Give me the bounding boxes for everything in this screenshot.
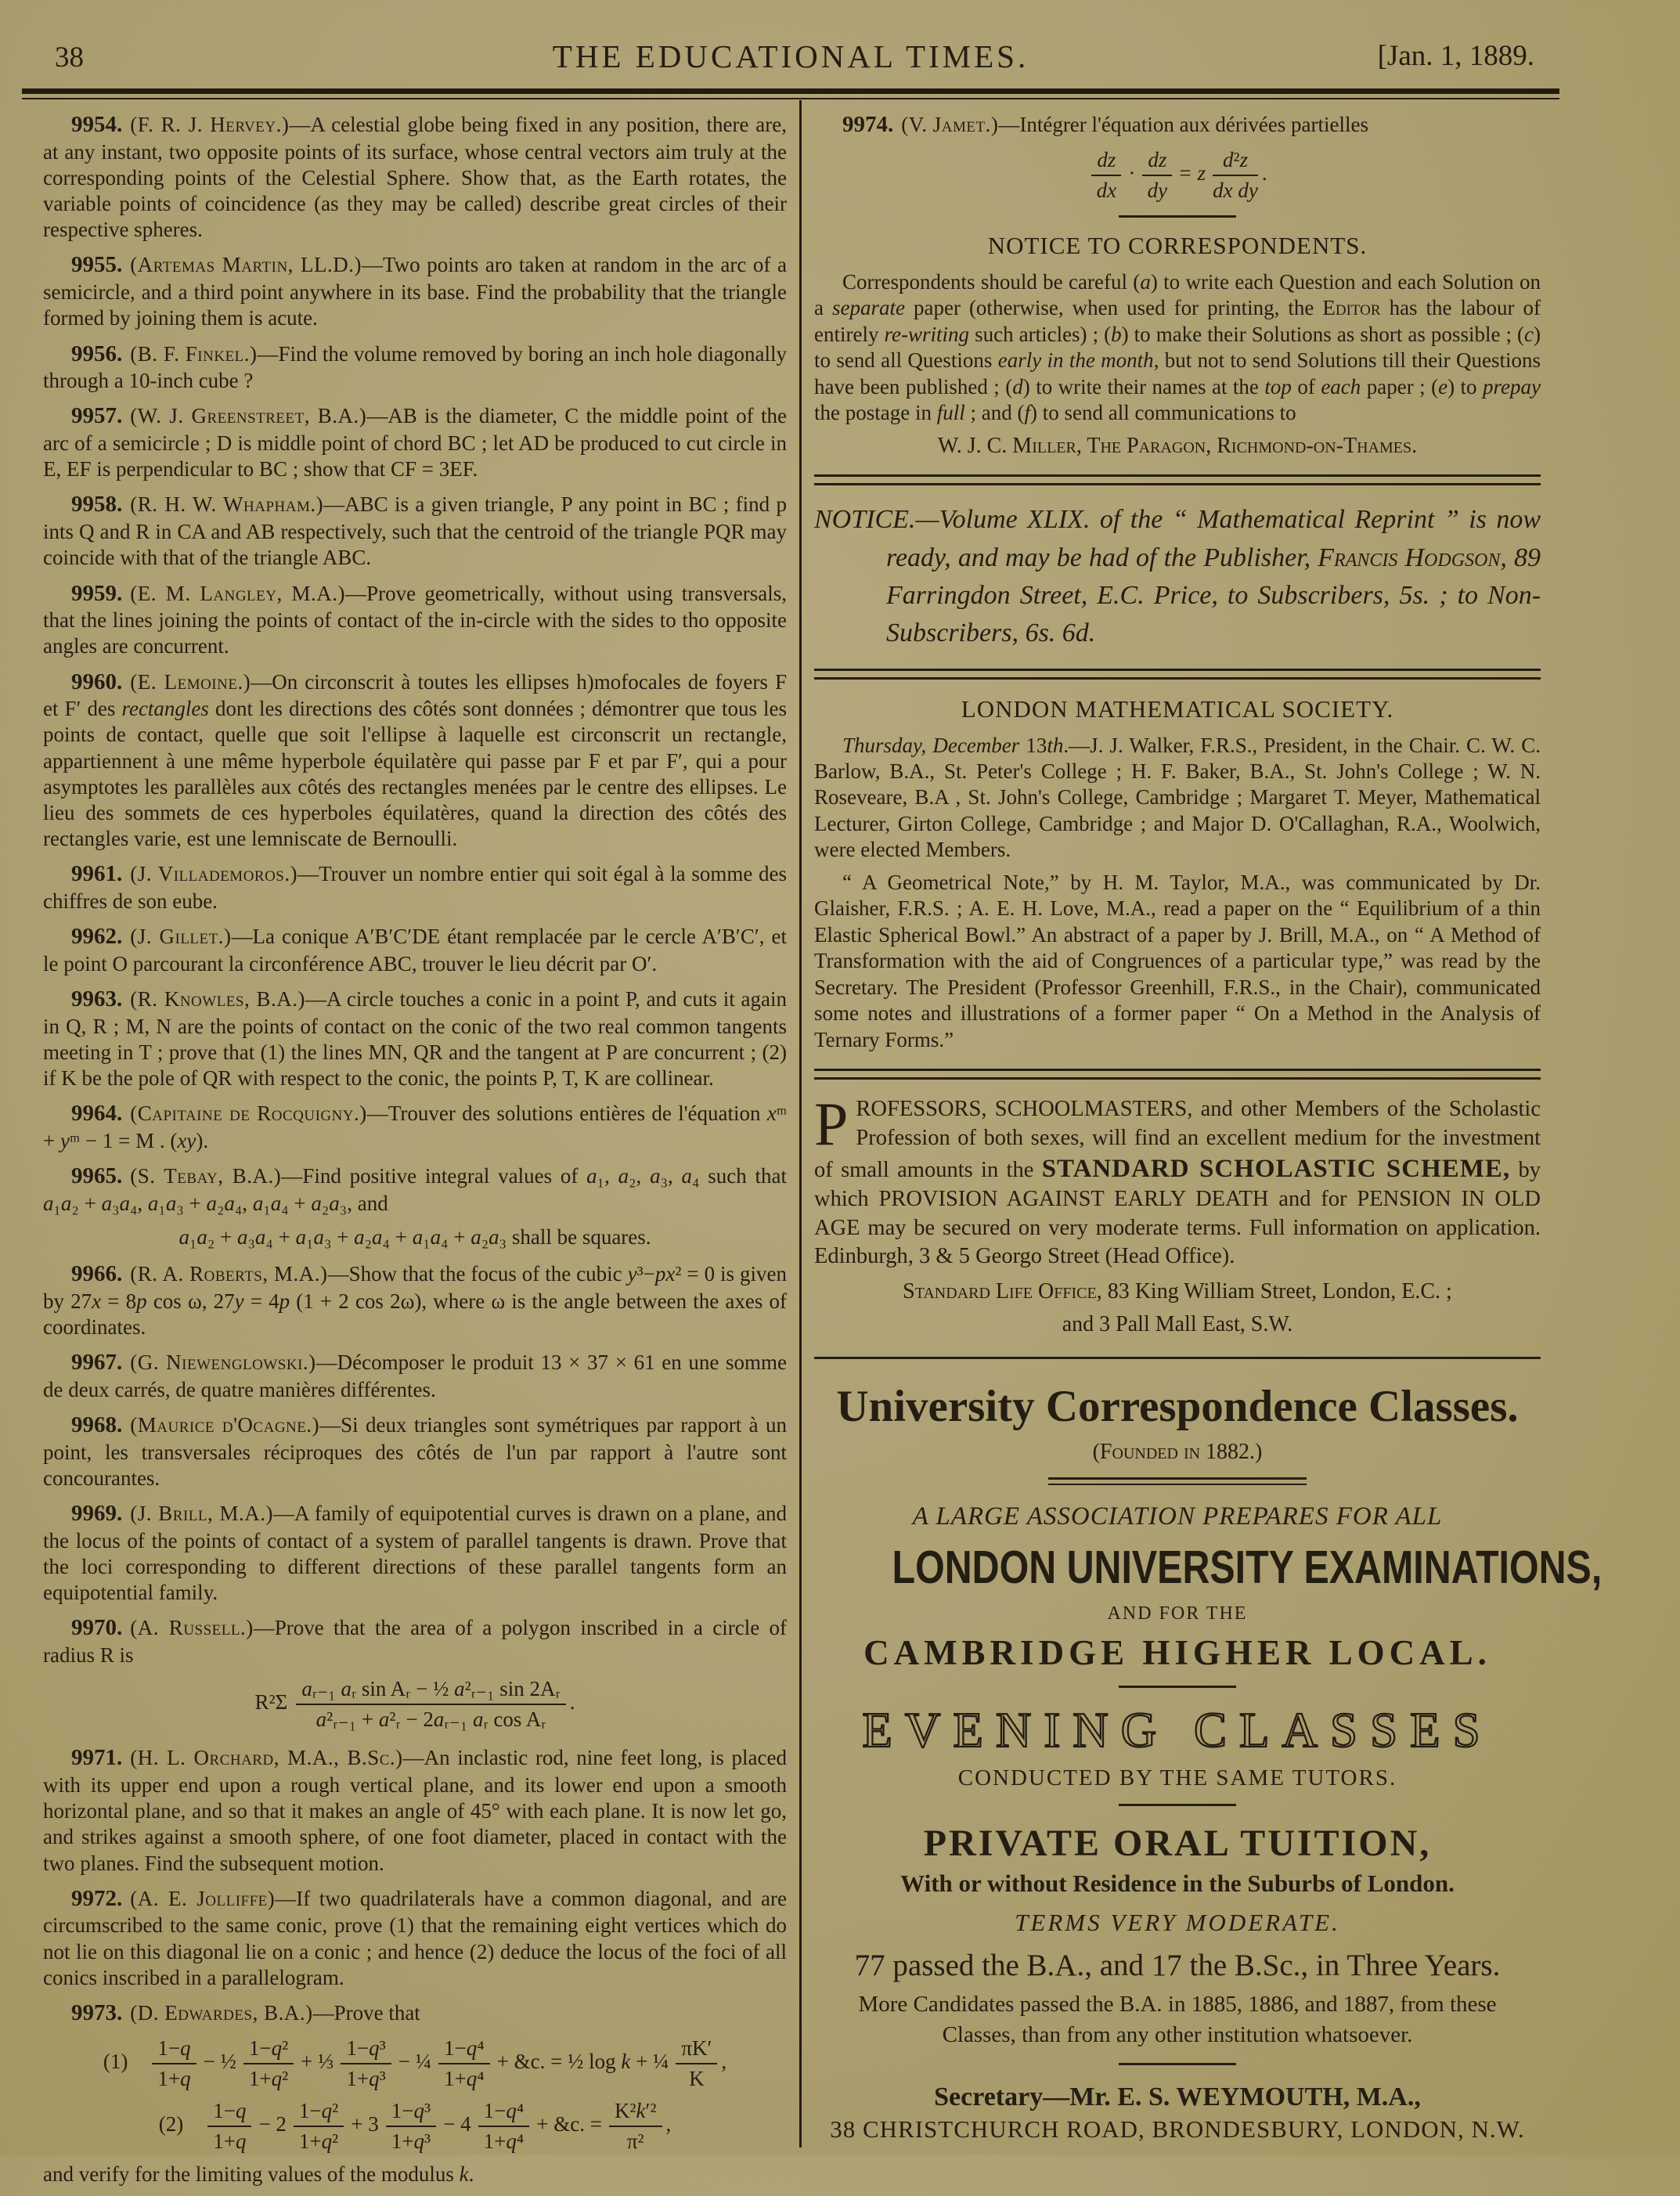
volume-notice: NOTICE.—Volume XLIX. of the “ Mathematical Reprint ” is now ready, and may be had of the Publisher, Francis Hodgson, 89 Farringdon Street, E.C. Price, to Subscribers, 5s. ; to Non-Subscribers, 6s. 6d. <box>814 505 1541 648</box>
lms-paragraph-2: “ A Geometrical Note,” by H. M. Taylor, M.A., was communicated by Dr. Glaisher, F.R.S. ; A. E. H. Love, M.A., read a paper on the “ Equilibrium of a thin Elastic Spherical Bowl.” An abstract of a paper by J. Brill, M.A., on “ A Method of Transformation with the aid of Congruences of a particular type,” was read by the Secretary. The President (Professor Greenhill, F.R.S., in the Chair), communicated some notes and illustrations of a former paper “ On a Method in the Analysis of Ternary Forms.” <box>814 870 1541 1051</box>
problem-body: —Prove that <box>312 2001 420 2025</box>
fraction: $\frac{\text{K²k′²}}{\text{π²}}$ <box>605 2099 666 2154</box>
problem-9970: 9970. (A. Russell.)—Prove that the area of a polygon inscribed in a circle of radius R is <box>43 1615 787 1668</box>
standard-scheme-ad <box>814 1090 1541 1271</box>
section-rule <box>814 1069 1541 1080</box>
fraction: $\frac{dz}{dy}$ <box>1138 148 1176 203</box>
section-rule <box>1048 1477 1307 1485</box>
section-rule <box>814 474 1541 485</box>
problem-9958: 9958. (R. H. W. Whapham.)—ABC is a given triangle, P any point in BC ; find p ints Q and R in CA and AB respectively, such that the centroid of the triangle PQR may coincide with that of the triangle ABC. <box>43 492 787 570</box>
fraction: $\frac{\text{1−q²}}{\text{1+q²}}$ <box>240 2036 297 2091</box>
problem-9965: 9965. (S. Tebay, B.A.)—Find positive integral values of a₁, a₂, a₃, a₄ such that a₁a₂ + a₃a₄, a₁a₃ + a₂a₄, a₁a₄ + a₂a₃, and <box>43 1163 787 1215</box>
ucc-association-line: A LARGE ASSOCIATION PREPARES FOR ALL <box>912 1502 1443 1531</box>
fraction: $\frac{1-q}{1+q}$ <box>204 2099 255 2154</box>
problem-9960: 9960. (E. Lemoine.)—On circonscrit à toutes les ellipses h)mofocales de foyers F et F′ des rectangles dont les directions des côtés sont données ; démontrer que tous les points de contact, quelle que soit l'ellipse à laquelle est circonscrit un rectangle, appartiennent à une même hyperbole équilatère qui passe par F et par F′, qui a pour asymptotes les parallèles aux côtés des rectangles menées par le centre des ellipses. Le lieu des sommets de ces hyperboles équilatères, quand la direction des côtés des rectangles varie, est une lemniscate de Bernoulli. <box>43 669 787 851</box>
problem-body: —Find the volume removed by boring an inch hole diagonally through a 10-inch cube ? <box>43 341 787 393</box>
problem-body: —AB is the diameter, C the middle point of the arc of a semicircle ; D is middle point of chord BC ; let AD be produced to cut circle in E, EF is perpendicular to BC ; show that CF = 3EF. <box>43 404 787 481</box>
problem-body: —Trouver un nombre entier qui soit égal à la somme des chiffres de son eube. <box>43 862 787 914</box>
problem-body: —Prove that the area of a polygon inscribed in a circle of radius R is <box>43 1616 787 1668</box>
problem-body: —Two points aro taken at random in the arc of a semicircle, and a third point anywhere in its base. Find the probability that the triangle formed by joining them is acute. <box>43 253 787 330</box>
section-rule <box>1119 1804 1236 1806</box>
header-rule <box>22 88 1559 99</box>
problem-body: —Intégrer l'équation aux dérivées partielles <box>998 113 1369 136</box>
left-column <box>43 111 787 2196</box>
section-rule <box>1119 1686 1236 1688</box>
problem-body: —A celestial globe being fixed in any position, there are, at any instant, two opposite points of its surface, whose central vectors aim truly at the corresponding points of the Celestial Sphere. Show that, as the Earth rotates, the variable points of coincidence (as they may be called) describe great circles of their respective spheres. <box>43 113 787 242</box>
problem-9962: 9962. (J. Gillet.)—La conique A′B′C′DE étant remplacée par le cercle A′B′C′, et le point O parcourant la circonférence ABC, trouver le lieu décrit par O′. <box>43 924 787 975</box>
problem-9969: 9969. (J. Brill, M.A.)—A family of equipotential curves is drawn on a plane, and the locus of the points of contact of a system of parallel tangents is drawn. Prove that the loci corresponding to different directions of these parallel tangents form an equipotential family. <box>43 1501 787 1605</box>
fraction: $\frac{\text{d²z}}{\text{dx dy}}$ <box>1213 147 1258 202</box>
fraction: $\frac{\text{1−q³}}{\text{1+q³}}$ <box>337 2036 395 2091</box>
problem-body: —On circonscrit à toutes les ellipses h)mofocales de foyers F et F′ des rectangles dont les directions des côtés sont données ; démontrer que tous les points de contact, quelle que soit l'ellipse à laquelle est circonscrit un rectangle, appartiennent à une même hyperbole équilatère qui passe par F et par F′, qui a pour asymptotes les parallèles aux côtés des rectangles menées par le centre des ellipses. Le lieu des sommets de ces hyperboles équilatères, quand la direction des côtés des rectangles varie, est une lemniscate de Bernoulli. <box>43 669 787 851</box>
standard-life-office-line2: and 3 Pall Mall East, S.W. <box>1062 1312 1293 1337</box>
correspondents-heading: NOTICE TO CORRESPONDENTS. <box>987 231 1368 259</box>
problem-body: —A circle touches a conic in a point P, and cuts it again in Q, R ; M, N are the points of contact on the conic of the two real common tangents meeting in T ; prove that (1) the lines MN, QR and the tangent at P are concurrent ; (2) if K be the pole of QR with respect to the conic, the points P, T, K are collinear. <box>43 987 787 1091</box>
standard-life-office-line1: Standard Life Office, 83 King William Street, London, E.C. ; <box>903 1278 1452 1304</box>
page-number: 38 <box>55 41 84 74</box>
problem-9967: 9967. (G. Niewenglowski.)—Décomposer le produit 13 × 37 × 61 en une somme de deux carrés, de quatre manières différentes. <box>43 1350 787 1401</box>
lms-paragraph-1: Thursday, December 13th.—J. J. Walker, F.R.S., President, in the Chair. C. W. C. Barlow, B.A., St. Peter's College ; H. F. Baker, B.A., St. John's College ; W. N. Roseveare, B.A , St. John's College, Cambridge ; Margaret T. Meyer, Mathematical Lecturer, Girton College, Cambridge ; and Major D. O'Callaghan, R.A., Woolwich, were elected Members. <box>814 733 1541 862</box>
section-rule <box>814 1357 1541 1359</box>
problem-9973-tail: and verify for the limiting values of the modulus k. <box>43 2162 474 2186</box>
problem-9973: 9973. (D. Edwardes, B.A.)—Prove that <box>71 2000 420 2025</box>
problem-9968: 9968. (Maurice d'Ocagne.)—Si deux triangles sont symétriques par rapport à un point, les transversales réciproques des côtés de l'un par rapport à l'autre sont concourantes. <box>43 1412 787 1490</box>
problem-body: —La conique A′B′C′DE étant remplacée par le cercle A′B′C′, et le point O parcourant la circonférence ABC, trouver le lieu décrit par O′. <box>43 925 787 975</box>
problem-body: —An inclastic rod, nine feet long, is placed with its upper end upon a rough vertical plane, and its lower end upon a smooth horizontal plane, and so that it makes an angle of 45° with each plane. It is now let go, and strikes against a smooth sphere, of one foot diameter, placed in contact with the two planes. Find the subsequent motion. <box>43 1746 788 1875</box>
problem-body: —If two quadrilaterals have a common diagonal, and are circumscribed to the same conic, prove (1) that the remaining eight vertices which do not lie on this diagonal lie on a conic ; and hence (2) deduce the locus of the foci of all conics inscribed in a parallelogram. <box>43 1886 787 1989</box>
fraction: $\frac{\text{1−q²}}{\text{1+q²}}$ <box>290 2099 348 2154</box>
problem-9974-formula: $\frac{dz}{dx}$ · $\frac{dz}{dy}$ = z $\frac{\text{d²z}}{\text{dx dy}}$ . <box>814 148 1541 203</box>
formula-suffix: . <box>569 1690 575 1715</box>
fraction: $\frac{\text{1−q³}}{\text{1+q³}}$ <box>382 2099 440 2154</box>
section-rule <box>1119 215 1236 218</box>
problem-body: —Si deux triangles sont symétriques par rapport à un point, les transversales réciproques des côtés de l'un par rapport à l'autre sont concourantes. <box>43 1413 787 1490</box>
ucc-founded: (Founded in 1882.) <box>1092 1439 1263 1464</box>
problem-9970-formula <box>43 1677 787 1732</box>
problem-9964: 9964. (Capitaine de Rocquigny.)—Trouver des solutions entières de l'équation xᵐ + yᵐ − 1 = M . (xy). <box>43 1101 788 1153</box>
problem-9965-formula: a₁a₂ + a₃a₄ + a₁a₃ + a₂a₄ + a₁a₄ + a₂a₃ shall be squares. <box>178 1225 651 1249</box>
problem-9966: 9966. (R. A. Roberts, M.A.)—Show that the focus of the cubic y³−px² = 0 is given by 27x = 8p cos ω, 27y = 4p (1 + 2 cos 2ω), where ω is the angle between the axes of coordinates. <box>43 1261 788 1340</box>
ucc-and-for-the: AND FOR THE <box>1107 1603 1248 1624</box>
fraction: $\frac{1-q}{1+q}$ <box>148 2036 200 2091</box>
ucc-address-line: 38 CHRISTCHURCH ROAD, BRONDESBURY, LONDON, N.W. <box>830 2115 1525 2143</box>
page-title: THE EDUCATIONAL TIMES. <box>552 38 1029 74</box>
problem-9956: 9956. (B. F. Finkel.)—Find the volume removed by boring an inch hole diagonally through a 10-inch cube ? <box>43 341 787 393</box>
ucc-title: University Correspondence Classes. <box>836 1381 1519 1431</box>
problem-body: —Trouver des solutions entières de l'équation xᵐ + yᵐ − 1 = M . (xy). <box>43 1102 788 1153</box>
ucc-evening-classes: EVENING CLASSES <box>862 1702 1493 1758</box>
problem-9957: 9957. (W. J. Greenstreet, B.A.)—AB is the diameter, C the middle point of the arc of a semicircle ; D is middle point of chord BC ; let AD be produced to cut circle in E, EF is perpendicular to BC ; show that CF = 3EF. <box>43 403 787 481</box>
lms-heading: LONDON MATHEMATICAL SOCIETY. <box>961 694 1394 723</box>
fraction: $\frac{\text{aᵣ₋₁ aᵣ sin Aᵣ − ½ a²ᵣ₋₁ sin 2Aᵣ}}{\text{a²ᵣ₋₁ + a²ᵣ − 2aᵣ₋₁ aᵣ cos Aᵣ}}$ <box>292 1677 569 1732</box>
problem-9963: 9963. (R. Knowles, B.A.)—A circle touches a conic in a point P, and cuts it again in Q, R ; M, N are the points of contact on the conic of the two real common tangents meeting in T ; prove that (1) the lines MN, QR and the tangent at P are concurrent ; (2) if K be the pole of QR with respect to the conic, the points P, T, K are collinear. <box>43 986 787 1091</box>
problem-body: —Find positive integral values of a₁, a₂, a₃, a₄ such that a₁a₂ + a₃a₄, a₁a₃ + a₂a₄, a₁a₄ + a₂a₃, and <box>43 1164 787 1215</box>
right-column <box>814 111 1602 2144</box>
fraction: $\frac{\pi K'}{K}$ <box>672 2036 721 2091</box>
ucc-terms-line: TERMS VERY MODERATE. <box>1015 1908 1340 1936</box>
problem-9973-eq2: (2) $\frac{1-q}{1+q}$ − 2 $\frac{\text{1−q²}}{\text{1+q²}}$ + 3 $\frac{\text{1−q³}}{\text{1+q³}}$ − 4 $\frac{\text{1−q⁴}}{\text{1+q⁴}}$ + &c. = $\frac{\text{K²k′²}}{\text{π²}}$ , <box>158 2098 672 2153</box>
drop-cap: P <box>814 1090 849 1159</box>
ucc-conducted-line: CONDUCTED BY THE SAME TUTORS. <box>957 1765 1397 1790</box>
problem-9955: 9955. (Artemas Martin, LL.D.)—Two points aro taken at random in the arc of a semicircle, and a third point anywhere in its base. Find the probability that the triangle formed by joining them is acute. <box>43 252 787 330</box>
problem-body: —Show that the focus of the cubic y³−px² = 0 is given by 27x = 8p cos ω, 27y = 4p (1 + 2 cos 2ω), where ω is the angle between the axes of coordinates. <box>43 1262 788 1340</box>
problem-body: —Prove geometrically, without using transversals, that the lines joining the points of contact of the in-circle with the sides to tho opposite angles are concurrent. <box>43 581 787 658</box>
ucc-london-examinations: LONDON UNIVERSITY EXAMINATIONS, <box>892 1541 1602 1593</box>
problem-9961: 9961. (J. Villademoros.)—Trouver un nombre entier qui soit égal à la somme des chiffres de son eube. <box>43 861 787 914</box>
problem-9959: 9959. (E. M. Langley, M.A.)—Prove geometrically, without using transversals, that the lines joining the points of contact of the in-circle with the sides to tho opposite angles are concurrent. <box>43 580 787 658</box>
fraction: $\frac{\text{1−q⁴}}{\text{1+q⁴}}$ <box>434 2036 494 2091</box>
page-header <box>47 31 1534 78</box>
page-date: [Jan. 1, 1889. <box>1377 40 1534 72</box>
problem-body: —Décomposer le produit 13 × 37 × 61 en une somme de deux carrés, de quatre manières différentes. <box>43 1350 787 1401</box>
ucc-residence-line: With or without Residence in the Suburbs of London. <box>900 1869 1455 1897</box>
fraction: $\frac{\text{1−q⁴}}{\text{1+q⁴}}$ <box>474 2099 534 2154</box>
ucc-private-oral-tuition: PRIVATE ORAL TUITION, <box>923 1822 1432 1864</box>
column-divider <box>799 100 802 2147</box>
editor-address: W. J. C. Miller, The Paragon, Richmond-on-Thames. <box>937 434 1418 459</box>
correspondents-paragraph: Correspondents should be careful (a) to write each Question and each Solution on a separate paper (otherwise, when used for printing, the Editor has the labour of entirely re-writing such articles) ; (b) to make their Solutions as short as possible ; (c) to send all Questions early in the month, but not to send Solutions till their Questions have been published ; (d) to write their names at the top of each paper ; (e) to prepay the postage in full ; and (f) to send all communications to <box>814 269 1541 424</box>
problem-9974: 9974. (V. Jamet.)—Intégrer l'équation aux dérivées partielles <box>842 112 1369 137</box>
problem-9973-eq1: (1) $\frac{1-q}{1+q}$ − ½ $\frac{\text{1−q²}}{\text{1+q²}}$ + ⅓ $\frac{\text{1−q³}}{\text{1+q³}}$ − ¼ $\frac{\text{1−q⁴}}{\text{1+q⁴}}$ + &c. = ½ log k + ¼ $\frac{\pi K'}{K}$ , <box>103 2036 727 2090</box>
ucc-more-candidates: More Candidates passed the B.A. in 1885, 1886, and 1887, from these Classes, than from any other institution whatsoever. <box>858 1991 1497 2047</box>
ucc-secretary-line: Secretary—Mr. E. S. WEYMOUTH, M.A., <box>934 2082 1421 2111</box>
fraction: $\frac{dz}{dx}$ <box>1087 148 1125 203</box>
formula-prefix: R²Σ <box>254 1690 288 1715</box>
problem-9954: 9954. (F. R. J. Hervey.)—A celestial globe being fixed in any position, there are, at any instant, two opposite points of its surface, whose central vectors aim truly at the corresponding points of the Celestial Sphere. Show that, as the Earth rotates, the variable points of coincidence (as they may be called) describe great circles of their respective spheres. <box>43 112 787 242</box>
ucc-cambridge-higher-local: CAMBRIDGE HIGHER LOCAL. <box>863 1632 1491 1672</box>
problem-9971: 9971. (H. L. Orchard, M.A., B.Sc.)—An inclastic rod, nine feet long, is placed with its upper end upon a rough vertical plane, and its lower end upon a smooth horizontal plane, and so that it makes an angle of 45° with each plane. It is now let go, and strikes against a smooth sphere, of one foot diameter, placed in contact with the two planes. Find the subsequent motion. <box>43 1745 788 1875</box>
problem-body: —ABC is a given triangle, P any point in BC ; find p ints Q and R in CA and AB respectively, such that the centroid of the triangle PQR may coincide with that of the triangle ABC. <box>43 492 787 570</box>
problem-9972: 9972. (A. E. Jolliffe)—If two quadrilaterals have a common diagonal, and are circumscribed to the same conic, prove (1) that the remaining eight vertices which do not lie on this diagonal lie on a conic ; and hence (2) deduce the locus of the foci of all conics inscribed in a parallelogram. <box>43 1885 787 1989</box>
problem-body: —A family of equipotential curves is drawn on a plane, and the locus of the points of contact of a system of parallel tangents is drawn. Prove that the loci corresponding to different directions of these parallel tangents form an equipotential family. <box>43 1502 787 1605</box>
ucc-passed-line: 77 passed the B.A., and 17 the B.Sc., in Three Years. <box>854 1948 1501 1982</box>
section-rule <box>814 669 1541 680</box>
section-rule <box>1119 2063 1236 2065</box>
ad-body: ROFESSORS, SCHOOLMASTERS, and other Members of the Scholastic Profession of both sexes, will find an excellent medium for the investment of small amounts in the STANDARD SCHOLASTIC SCHEME, by which PROVISION AGAINST EARLY DEATH and for PENSION IN OLD AGE may be secured on very moderate terms. Full information on application. Edinburgh, 3 & 5 Georgo Street (Head Office). <box>814 1097 1541 1269</box>
